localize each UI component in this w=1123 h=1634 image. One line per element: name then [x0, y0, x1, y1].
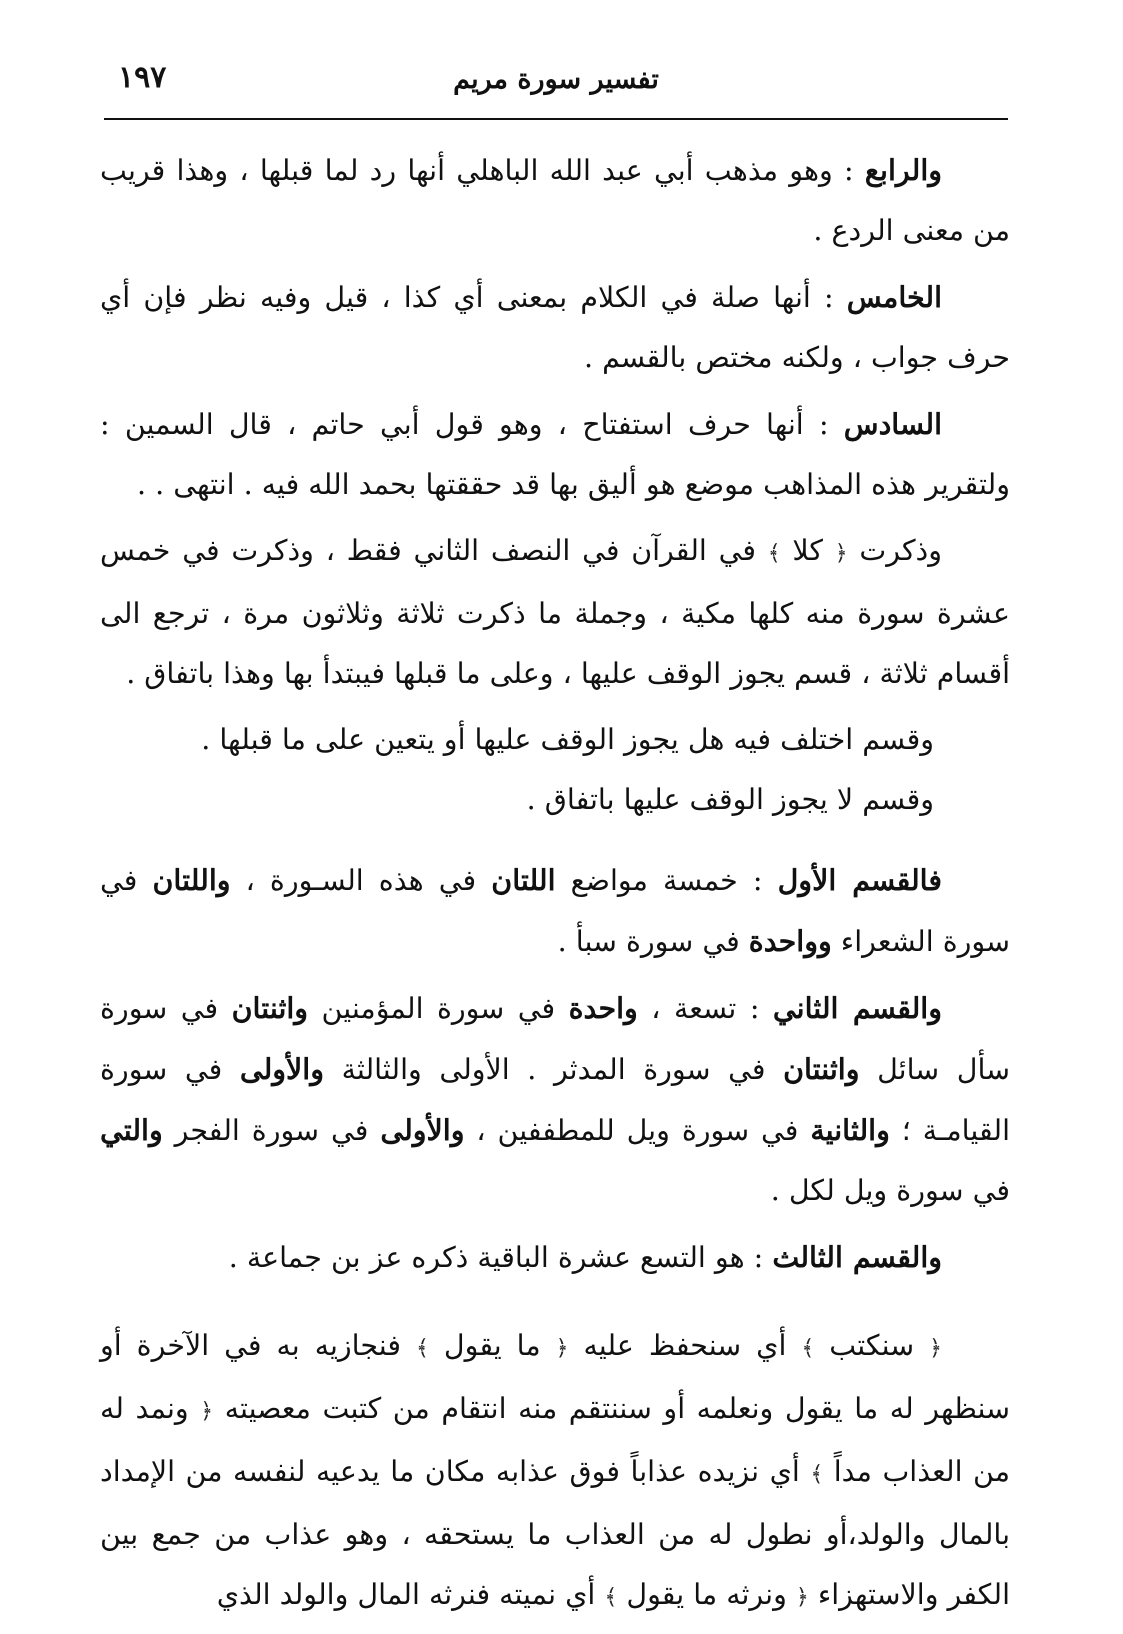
- paragraph-fourth-opinion: [100, 140, 1010, 261]
- quran-bracket-close-icon: ﴾: [801, 1336, 815, 1361]
- paragraph-text: : أنها صلة في الكلام بمعنى أي كذا ، قيل وفيه نظر فإن أي حرف جواب ، ولكنه مختص بالقسم .: [100, 281, 1010, 374]
- bold-term: والأولى: [380, 1113, 465, 1147]
- paragraph-text: : هو التسع عشرة الباقية ذكره عز بن جماعة .: [228, 1241, 773, 1274]
- quran-bracket-open-icon: ﴿: [929, 1336, 942, 1361]
- paragraph-text: : خمسة مواضع: [555, 864, 778, 897]
- quran-bracket-close-icon: ﴾: [416, 1336, 429, 1361]
- paragraph-text: فنجازيه به في الآخرة أو سنظهر له ما يقول ونعلمه أو سننتقم منه انتقام من كتبت معصيته: [100, 1329, 1010, 1425]
- page-header: [104, 58, 1008, 120]
- paragraph-label: السادس: [843, 407, 942, 441]
- paragraph-text: في سورة سأل سائل: [100, 992, 1011, 1086]
- running-title: تفسير سورة مريم: [453, 64, 659, 95]
- paragraph-text: في سورة ويل للمطففين ،: [464, 1114, 811, 1147]
- paragraph-text: في سورة المؤمنين: [308, 992, 569, 1025]
- paragraph-label: والقسم الثالث: [772, 1240, 942, 1274]
- list-item-disputed-stop: وقسم اختلف فيه هل يجوز الوقف عليها أو يتعين على ما قبلها .: [201, 723, 934, 756]
- quran-bracket-open-icon: ﴿: [200, 1399, 214, 1424]
- paragraph-text: أي نميته فنرثه المال والولد الذي: [216, 1578, 605, 1611]
- paragraph-text: في سورة القيامـة ؛: [100, 1053, 1010, 1147]
- paragraph-label: والقسم الثاني: [772, 991, 942, 1025]
- bold-term: وواحدة: [748, 924, 832, 958]
- paragraph-text: أي سنحفظ عليه: [568, 1329, 802, 1362]
- paragraph-first-category: [100, 850, 1010, 972]
- paragraph-text: في سورة المدثر . الأولى والثالثة: [323, 1053, 784, 1086]
- paragraph-second-category: [100, 978, 1010, 1221]
- paragraph-text: أي نزيده عذاباً فوق عذابه مكان ما يدعيه لنفسه من الإمداد بالمال والولد،أو نطول له من العذاب ما يستحقه ، وهو عذاب من جمع بين الكفر والاستهزاء: [100, 1455, 1010, 1611]
- quran-bracket-open-icon: ﴿: [555, 1336, 569, 1361]
- bold-term: واثنتان: [231, 991, 309, 1025]
- bold-term: والثانية: [810, 1113, 890, 1147]
- paragraph-text: : أنها حرف استفتاح ، وهو قول أبي حاتم ، قال السمين : ولتقرير هذه المذاهب موضع هو أليق بها قد حققتها بحمد الله فيه . انتهى . .: [100, 408, 1010, 501]
- paragraph-text: في سورة الشعراء: [100, 864, 1010, 958]
- paragraph-text: : وهو مذهب أبي عبد الله الباهلي أنها رد لما قبلها ، وهذا قريب من معنى الردع .: [100, 154, 1010, 247]
- paragraph-text: في سورة ويل لكل .: [770, 1174, 1010, 1207]
- quran-quote: سنكتب: [814, 1329, 930, 1362]
- quran-bracket-open-icon: ﴿: [834, 541, 848, 566]
- paragraph-label: والرابع: [864, 153, 942, 187]
- paragraph-text: في سورة سبأ .: [557, 925, 749, 958]
- quran-bracket-close-icon: ﴾: [767, 541, 781, 566]
- bold-term: والأولى: [239, 1052, 324, 1086]
- quran-quote: ما يقول: [428, 1329, 556, 1362]
- bold-term: واثنتان: [783, 1052, 860, 1086]
- quran-bracket-open-icon: ﴿: [795, 1585, 809, 1610]
- paragraph-label: فالقسم الأول: [777, 863, 942, 897]
- bold-term: واللتان: [152, 863, 231, 897]
- page-number: ١٩٧: [118, 60, 167, 95]
- bold-term: واحدة: [568, 991, 638, 1025]
- quran-quote: ونمد له من العذاب مداً: [100, 1392, 1010, 1488]
- paragraph-kalla-occurrences: [100, 521, 1010, 704]
- paragraph-text: وذكرت: [847, 534, 942, 567]
- bold-term: والتي: [100, 1113, 163, 1147]
- bold-term: اللتان: [491, 863, 556, 897]
- paragraph-text: في القرآن في النصف الثاني فقط ، وذكرت في خمس عشرة سورة منه كلها مكية ، وجملة ما ذكرت ثلاثة وثلاثون مرة ، ترجع الى أقسام ثلاثة ، قسم يجوز الوقف عليها ، وعلى ما قبلها فيبتدأ بها وهذا باتفاق .: [100, 534, 1010, 690]
- paragraph-third-category: [100, 1227, 1010, 1288]
- paragraph-label: الخامس: [846, 280, 943, 314]
- quran-quote: ونرثه ما يقول: [617, 1578, 796, 1611]
- paragraph-sixth-opinion: [100, 394, 1010, 515]
- quran-bracket-close-icon: ﴾: [810, 1462, 824, 1487]
- paragraph-text: : تسعة ،: [637, 992, 773, 1025]
- page-body: [100, 140, 1010, 1634]
- quran-bracket-close-icon: ﴾: [604, 1585, 618, 1610]
- list-item-no-stop: وقسم لا يجوز الوقف عليها باتفاق .: [526, 783, 934, 816]
- paragraph-text: في سورة الفجر: [162, 1114, 381, 1147]
- quoted-word: كلا: [780, 534, 835, 567]
- paragraph-text: في هذه السـورة ،: [230, 864, 492, 897]
- paragraph-fifth-opinion: [100, 267, 1010, 388]
- paragraph-tafsir: [100, 1316, 1010, 1628]
